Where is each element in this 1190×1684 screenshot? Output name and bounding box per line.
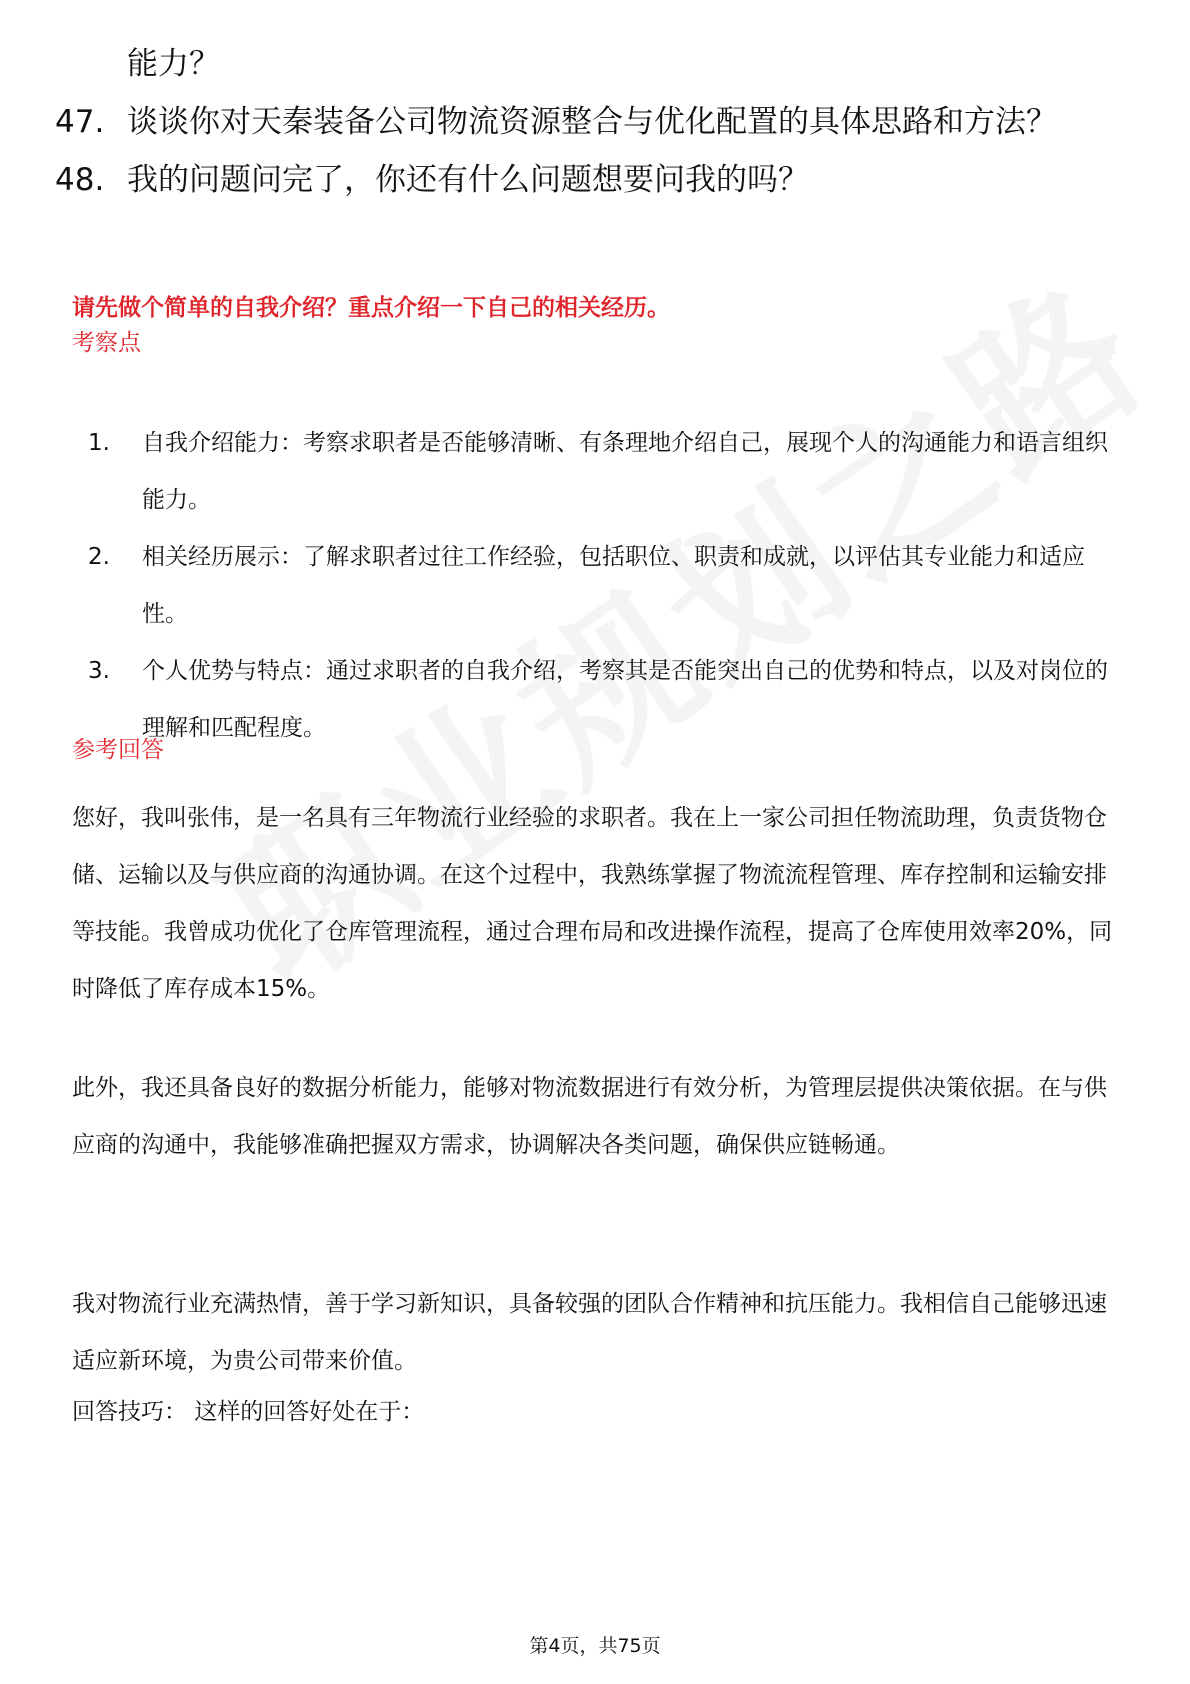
answer-paragraph-1: 您好，我叫张伟，是一名具有三年物流行业经验的求职者。我在上一家公司担任物流助理，负责货物仓储、运输以及与供应商的沟通协调。在这个过程中，我熟练掌握了物流流程管理、库存控制和运输安排等技能。我曾成功优化了仓库管理流程，通过合理布局和改进操作流程，提高了仓库使用效率20%，同时降低了库存成本15%。: [72, 805, 1113, 1002]
answer-tips: 回答技巧： 这样的回答好处在于：: [72, 1399, 425, 1425]
question-text: 我的问题问完了，你还有什么问题想要问我的吗？: [127, 162, 809, 198]
question-title: 请先做个简单的自我介绍？重点介绍一下自己的相关经历。: [72, 295, 670, 321]
page-footer: 第4页，共75页: [529, 1635, 661, 1657]
focus-point-number: 3.: [88, 658, 110, 684]
focus-point-number: 1.: [88, 430, 110, 456]
answer-paragraph-3: 我对物流行业充满热情，善于学习新知识，具备较强的团队合作精神和抗压能力。我相信自己能够迅速适应新环境，为贵公司带来价值。: [72, 1291, 1107, 1374]
focus-point: [72, 415, 1122, 529]
focus-point: [72, 643, 1122, 757]
answer-paragraph-2: 此外，我还具备良好的数据分析能力，能够对物流数据进行有效分析，为管理层提供决策依据。在与供应商的沟通中，我能够准确把握双方需求，协调解决各类问题，确保供应链畅通。: [72, 1075, 1107, 1158]
question-continuation: 能力？: [127, 46, 220, 82]
question-item-47: [55, 98, 1135, 146]
focus-point-text: 相关经历展示：了解求职者过往工作经验，包括职位、职责和成就，以评估其专业能力和适应性。: [142, 544, 1085, 627]
question-list: [55, 40, 1135, 204]
focus-point-text: 自我介绍能力：考察求职者是否能够清晰、有条理地介绍自己，展现个人的沟通能力和语言组织能力。: [142, 430, 1108, 513]
question-text: 谈谈你对天秦装备公司物流资源整合与优化配置的具体思路和方法？: [127, 104, 1057, 140]
focus-points-list: [72, 415, 1122, 757]
focus-label: 考察点: [72, 330, 141, 356]
focus-point: [72, 529, 1122, 643]
question-item-48: [55, 156, 1135, 204]
answer-label: 参考回答: [72, 737, 164, 763]
question-number: 48.: [55, 162, 105, 198]
question-number: 47.: [55, 104, 105, 140]
focus-point-text: 个人优势与特点：通过求职者的自我介绍，考察其是否能突出自己的优势和特点，以及对岗位的理解和匹配程度。: [142, 658, 1108, 741]
focus-point-number: 2.: [88, 544, 110, 570]
